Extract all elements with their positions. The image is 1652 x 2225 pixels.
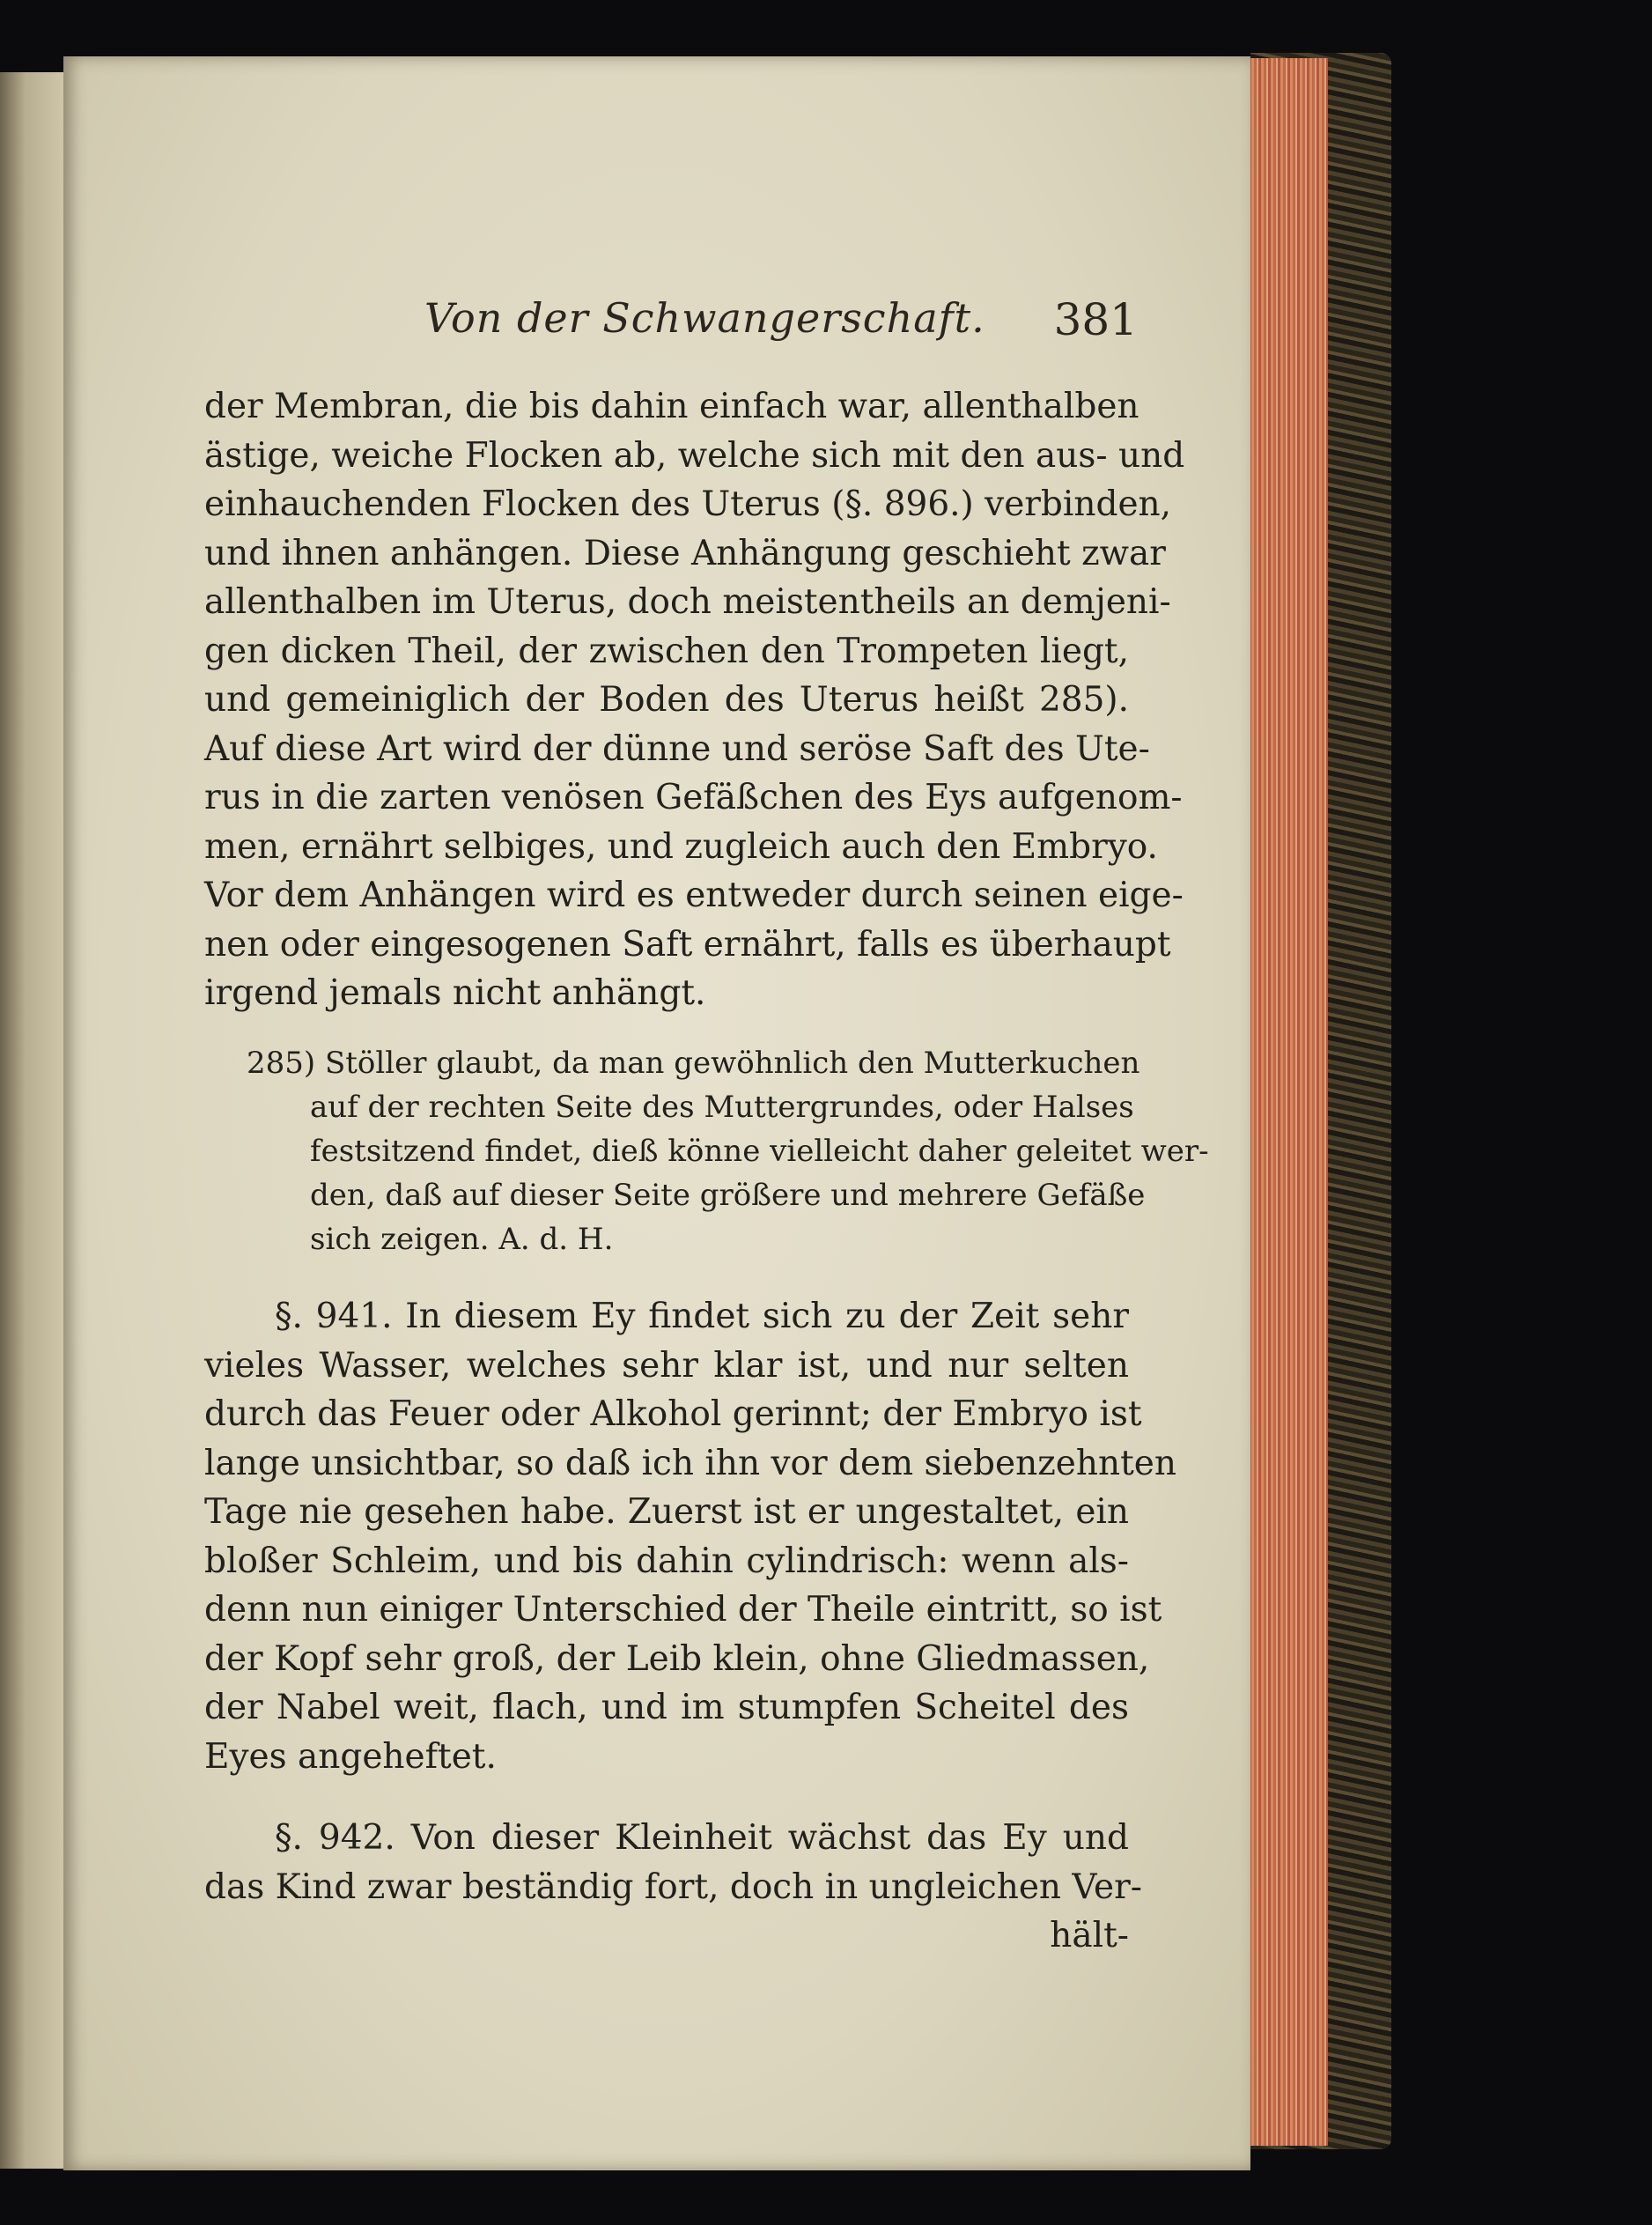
text-line: der Membran, die bis dahin einfach war, allenthalben <box>204 387 1139 426</box>
paragraph-942 <box>204 1814 1142 1961</box>
text-line: ästige, weiche Flocken ab, welche sich mit den aus- und <box>204 435 1185 476</box>
running-head <box>363 294 1138 365</box>
text-line: Eyes angeheftet. <box>204 1736 497 1777</box>
page-number: 381 <box>1053 294 1138 345</box>
footnote-line: festsitzend findet, dieß könne vielleicht daher geleitet wer- <box>310 1134 1209 1169</box>
text-line: der Kopf sehr groß, der Leib klein, ohne Gliedmassen, <box>204 1638 1150 1679</box>
left-page-edge <box>0 72 66 2169</box>
footnote-line: auf der rechten Seite des Muttergrundes, oder Halses <box>310 1090 1134 1125</box>
text-line: Vor dem Anhängen wird es entweder durch seinen eige- <box>204 876 1184 915</box>
text-line: das Kind zwar beständig fort, doch in ungleichen Ver- <box>204 1866 1142 1907</box>
text-line: einhauchenden Flocken des Uterus (§. 896.) verbinden, <box>204 484 1172 524</box>
text-line: §. 941. In diesem Ey findet sich zu der Zeit sehr <box>275 1297 1129 1336</box>
book-page <box>63 56 1250 2170</box>
text-line: men, ernährt selbiges, und zugleich auch den Embryo. <box>204 826 1158 867</box>
text-line: der Nabel weit, flach, und im stumpfen Scheitel des <box>204 1688 1129 1727</box>
text-line: Auf diese Art wird der dünne und seröse Saft des Ute- <box>204 728 1150 769</box>
text-line: denn nun einiger Unterschied der Theile eintritt, so ist <box>204 1590 1162 1630</box>
text-line: rus in die zarten venösen Gefäßchen des Eys aufgenom- <box>204 778 1183 817</box>
page-block-edges <box>1249 58 1328 2146</box>
footnote-line: sich zeigen. A. d. H. <box>310 1222 614 1257</box>
text-line: gen dicken Theil, der zwischen den Trompeten liegt, <box>204 631 1129 671</box>
footnote-line: 285) Stöller glaubt, da man gewöhnlich den Mutterkuchen <box>247 1046 1140 1081</box>
text-line: und ihnen anhängen. Diese Anhängung geschieht zwar <box>204 533 1166 573</box>
text-line: irgend jemals nicht anhängt. <box>204 973 706 1013</box>
catchword: hält- <box>1050 1916 1129 1955</box>
body-paragraph-940-continuation <box>204 382 1185 1018</box>
text-line: und gemeiniglich der Boden des Uterus heißt 285). <box>204 680 1129 720</box>
text-line: nen oder eingesogenen Saft ernährt, falls es überhaupt <box>204 924 1171 965</box>
text-line: §. 942. Von dieser Kleinheit wächst das Ey und <box>275 1818 1129 1858</box>
text-line: durch das Feuer oder Alkohol gerinnt; der Embryo ist <box>204 1394 1142 1434</box>
text-line: allenthalben im Uterus, doch meistentheils an demjeni- <box>204 582 1171 622</box>
text-line: vieles Wasser, welches sehr klar ist, und nur selten <box>204 1345 1129 1386</box>
footnote-285 <box>247 1041 1209 1261</box>
running-head-title: Von der Schwangerschaft. <box>424 294 985 342</box>
text-line: bloßer Schleim, und bis dahin cylindrisch: wenn als- <box>204 1541 1129 1581</box>
text-line: lange unsichtbar, so daß ich ihn vor dem siebenzehnten <box>204 1443 1176 1483</box>
text-line: Tage nie gesehen habe. Zuerst ist er ungestaltet, ein <box>204 1492 1129 1532</box>
footnote-line: den, daß auf dieser Seite größere und mehrere Gefäße <box>310 1178 1146 1213</box>
paragraph-941 <box>204 1292 1176 1781</box>
